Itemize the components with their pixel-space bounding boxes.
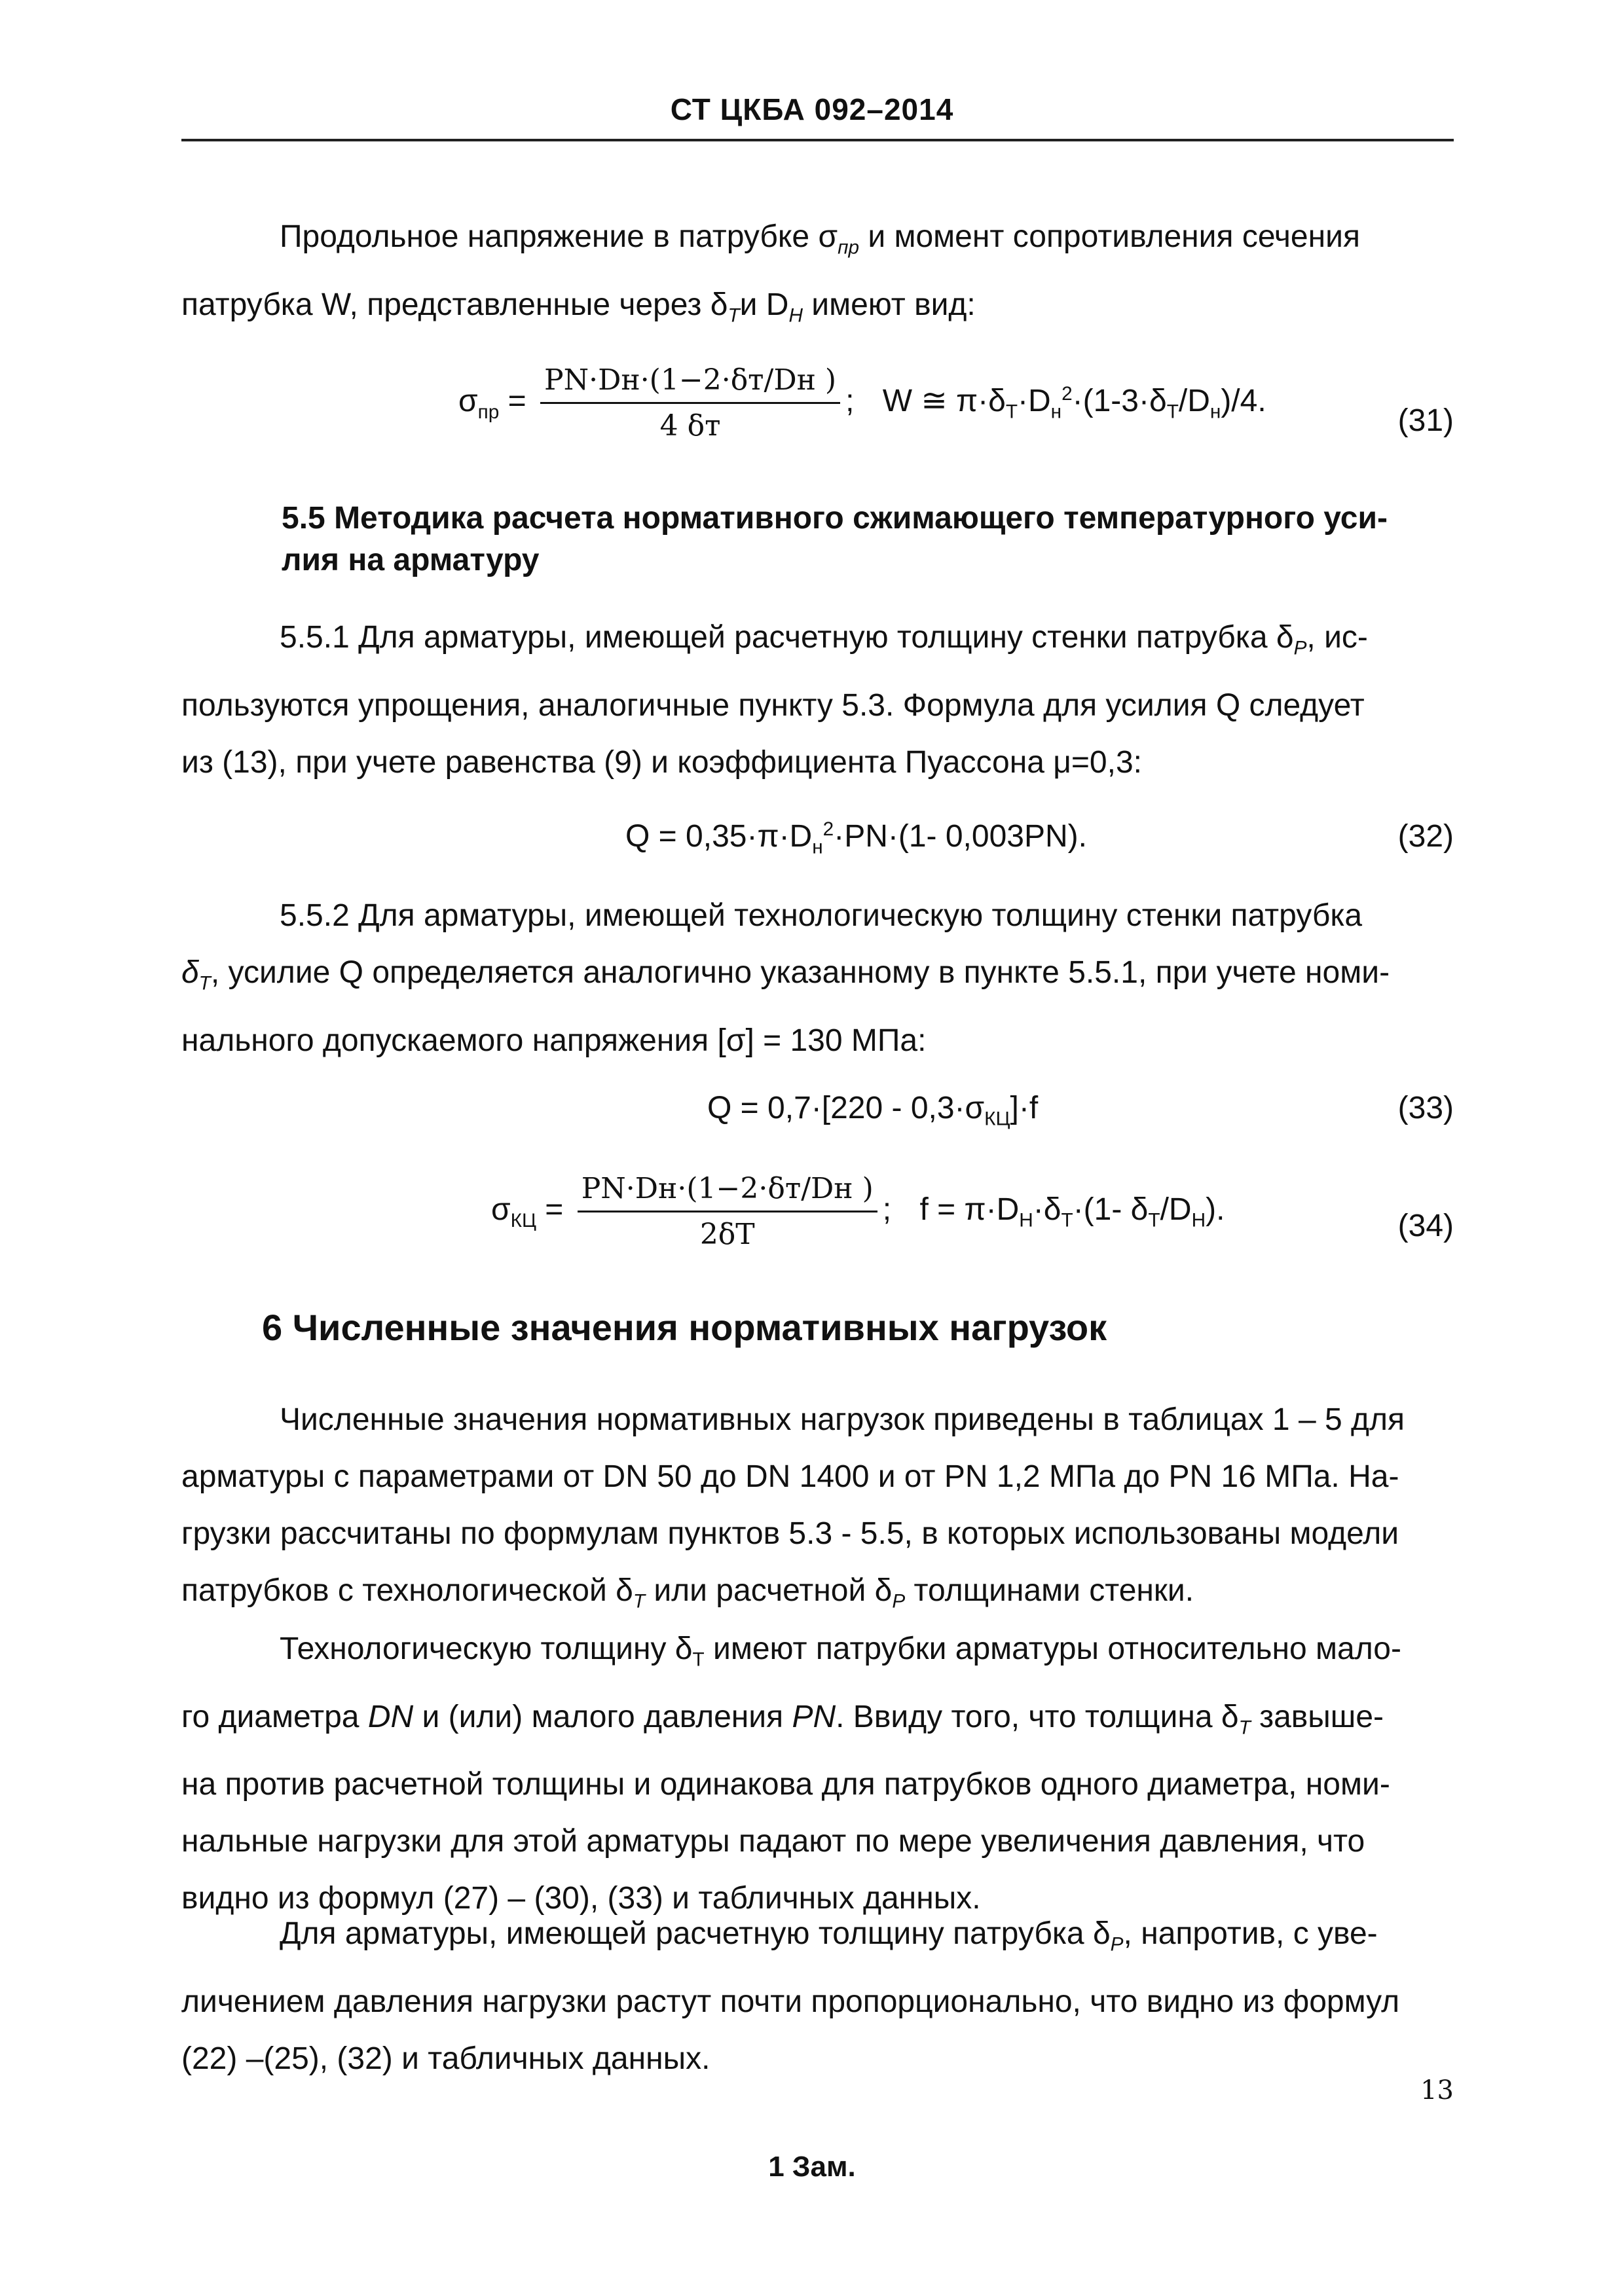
equation-number-33: (33) xyxy=(1397,1091,1454,1125)
eq31-fraction: $\frac{PN\cdot Dн\cdot(1-2\cdot\delta т/Dн )}{4 \delta т}$ xyxy=(540,363,840,443)
paragraph-5-5-1: 5.5.1 Для арматуры, имеющей расчетную толщину стенки патрубка $\delta_Р$, ис- пользуются упрощения, аналогичные пункту 5.3. Формула для усилия Q следует из (13), при учете равенства (9) и коэффициента Пуассона μ=0,3: xyxy=(181,620,1368,780)
equation-number-34: (34) xyxy=(1397,1209,1454,1243)
change-note: 1 Зам. xyxy=(768,2151,856,2183)
paragraph-5-5-2: 5.5.2 Для арматуры, имеющей технологическую толщину стенки патрубка $\delta_Т$, усилие Q определяется аналогично указанному в пункте 5.5.1, при учете номи- нального допускаемого напряжения [σ] = 130 МПа: xyxy=(181,898,1390,1058)
section-6-paragraph-1: Численные значения нормативных нагрузок приведены в таблицах 1 – 5 для арматуры с параметрами от DN 50 до DN 1400 и от PN 1,2 МПа до PN 16 МПа. На- грузки рассчитаны по формулам пунктов 5.3 - 5.5, в которых использованы модели патрубков с технологической $\delta_Т$ или расчетной $\delta_Р$ толщинами стенки. xyxy=(181,1402,1405,1613)
intro-paragraph xyxy=(181,208,1454,344)
section-6-paragraph-3: Для арматуры, имеющей расчетную толщину патрубка $\delta_Р$, напротив, с уве- личением давления нагрузки растут почти пропорционально, что видно из формул (22) –(25), (32) и табличных данных. xyxy=(181,1916,1400,2076)
intro-line-1: Продольное напряжение в патрубке $\sigma_{пр}$ и момент сопротивления сечения xyxy=(280,219,1360,259)
equation-number-31: (31) xyxy=(1397,403,1454,438)
eq31-rhs: W ≅ $\pi\cdot\delta_Т\cdot D_н^2\cdot(1-3\cdot\delta_Т/D_н)/4$. xyxy=(882,383,1266,423)
section-5-5-heading: 5.5 Методика расчета нормативного сжимающего температурного уси- лия на арматуру xyxy=(282,501,1388,577)
section-6-paragraph-2: Технологическую толщину $\delta_Т$ имеют патрубки арматуры относительно мало- го диаметра DN и (или) малого давления PN. Ввиду того, что толщина $\delta_Т$ завыше- на против расчетной толщины и одинакова для патрубков одного диаметра, номи- нальные нагрузки для этой арматуры падают по мере увеличения давления, что видно из формул (27) – (30), (33) и табличных данных. xyxy=(181,1631,1401,1916)
section-6-heading: 6 Численные значения нормативных нагрузок xyxy=(262,1307,1107,1348)
intro-line-2: патрубка W, представленные через $\delta_Ти$ $D_Н$ имеют вид: xyxy=(181,287,976,327)
equation-32: $Q = 0,35\cdot\pi\cdot D_н^2\cdot PN\cdot(1-$ 0,003PN). xyxy=(625,818,1087,858)
equation-31: $\sigma_{пр}$ = $\frac{PN\cdot Dн\cdot(1-2\cdot\delta т/Dн )}{4 \delta т}$ ; W ≅ $\pi\cdot\delta_Т\cdot D_н^2\cdot(1-3\cdot\delta_Т/D_н)/4$. xyxy=(458,363,1266,443)
equation-33: $Q = 0,7\cdot[220 - 0,3\cdot\sigma_{КЦ}]\cdot f$ xyxy=(707,1091,1039,1130)
equation-34: $\sigma_{КЦ}$ = $\frac{PN\cdot Dн\cdot(1-2\cdot\delta т/Dн )}{2\delta T}$ ; $f = \pi\cdot D_Н\cdot\delta_Т\cdot(1-$ $\delta_Т/D_Н$). xyxy=(491,1172,1225,1251)
document-code: СТ ЦКБА 092–2014 xyxy=(670,92,954,126)
equation-number-32: (32) xyxy=(1397,819,1454,854)
eq34-rhs: $f = \pi\cdot D_Н\cdot\delta_Т\cdot(1-$ $\delta_Т/D_Н$). xyxy=(919,1192,1225,1231)
page-number: 13 xyxy=(1420,2075,1454,2105)
header-rule xyxy=(181,139,1454,141)
eq34-fraction: $\frac{PN\cdot Dн\cdot(1-2\cdot\delta т/Dн )}{2\delta T}$ xyxy=(578,1172,877,1251)
